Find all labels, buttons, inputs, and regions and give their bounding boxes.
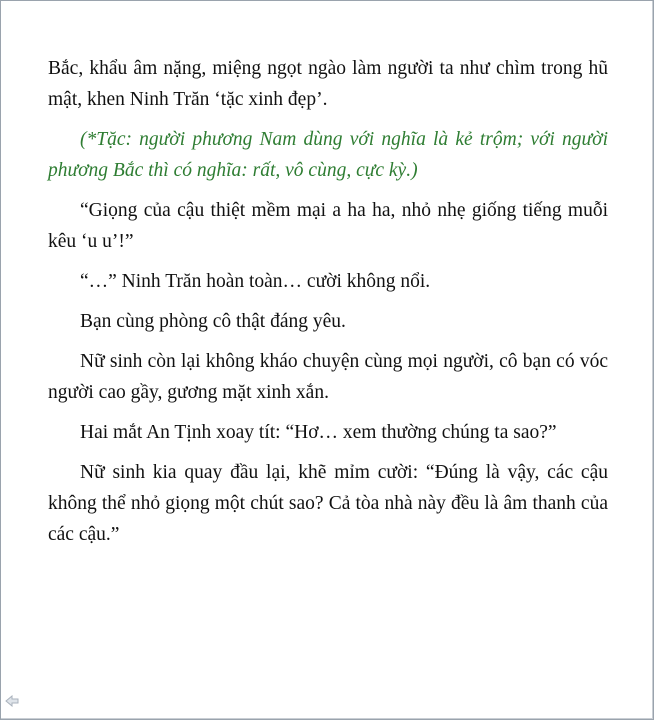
paragraph-8: Nữ sinh kia quay đầu lại, khẽ mỉm cười: “Đúng là vậy, các cậu không thể nhỏ giọng một chút sao? Cả tòa nhà này đều là âm thanh của các cậu.” [48,462,608,545]
paragraph-4: “…” Ninh Trăn hoàn toàn… cười không nổi. [80,271,431,292]
paragraph-7: Hai mắt An Tịnh xoay tít: “Hơ… xem thường chúng ta sao?” [80,422,557,443]
back-arrow-icon[interactable] [5,695,19,707]
paragraph-5: Bạn cùng phòng cô thật đáng yêu. [80,311,346,332]
translator-note: (*Tặc: người phương Nam dùng với nghĩa là kẻ trộm; với người phương Bắc thì có nghĩa: rất, vô cùng, cực kỳ.) [48,129,608,181]
paragraph-6: Nữ sinh còn lại không kháo chuyện cùng mọi người, cô bạn có vóc người cao gầy, gương mặt xinh xắn. [48,351,608,403]
document-page [48,53,608,559]
paragraph-1: Bắc, khẩu âm nặng, miệng ngọt ngào làm người ta như chìm trong hũ mật, khen Ninh Trăn ‘tặc xinh đẹp’. [48,58,608,110]
paragraph-3: “Giọng của cậu thiệt mềm mại a ha ha, nhỏ nhẹ giống tiếng muỗi kêu ‘u u’!” [48,200,608,252]
